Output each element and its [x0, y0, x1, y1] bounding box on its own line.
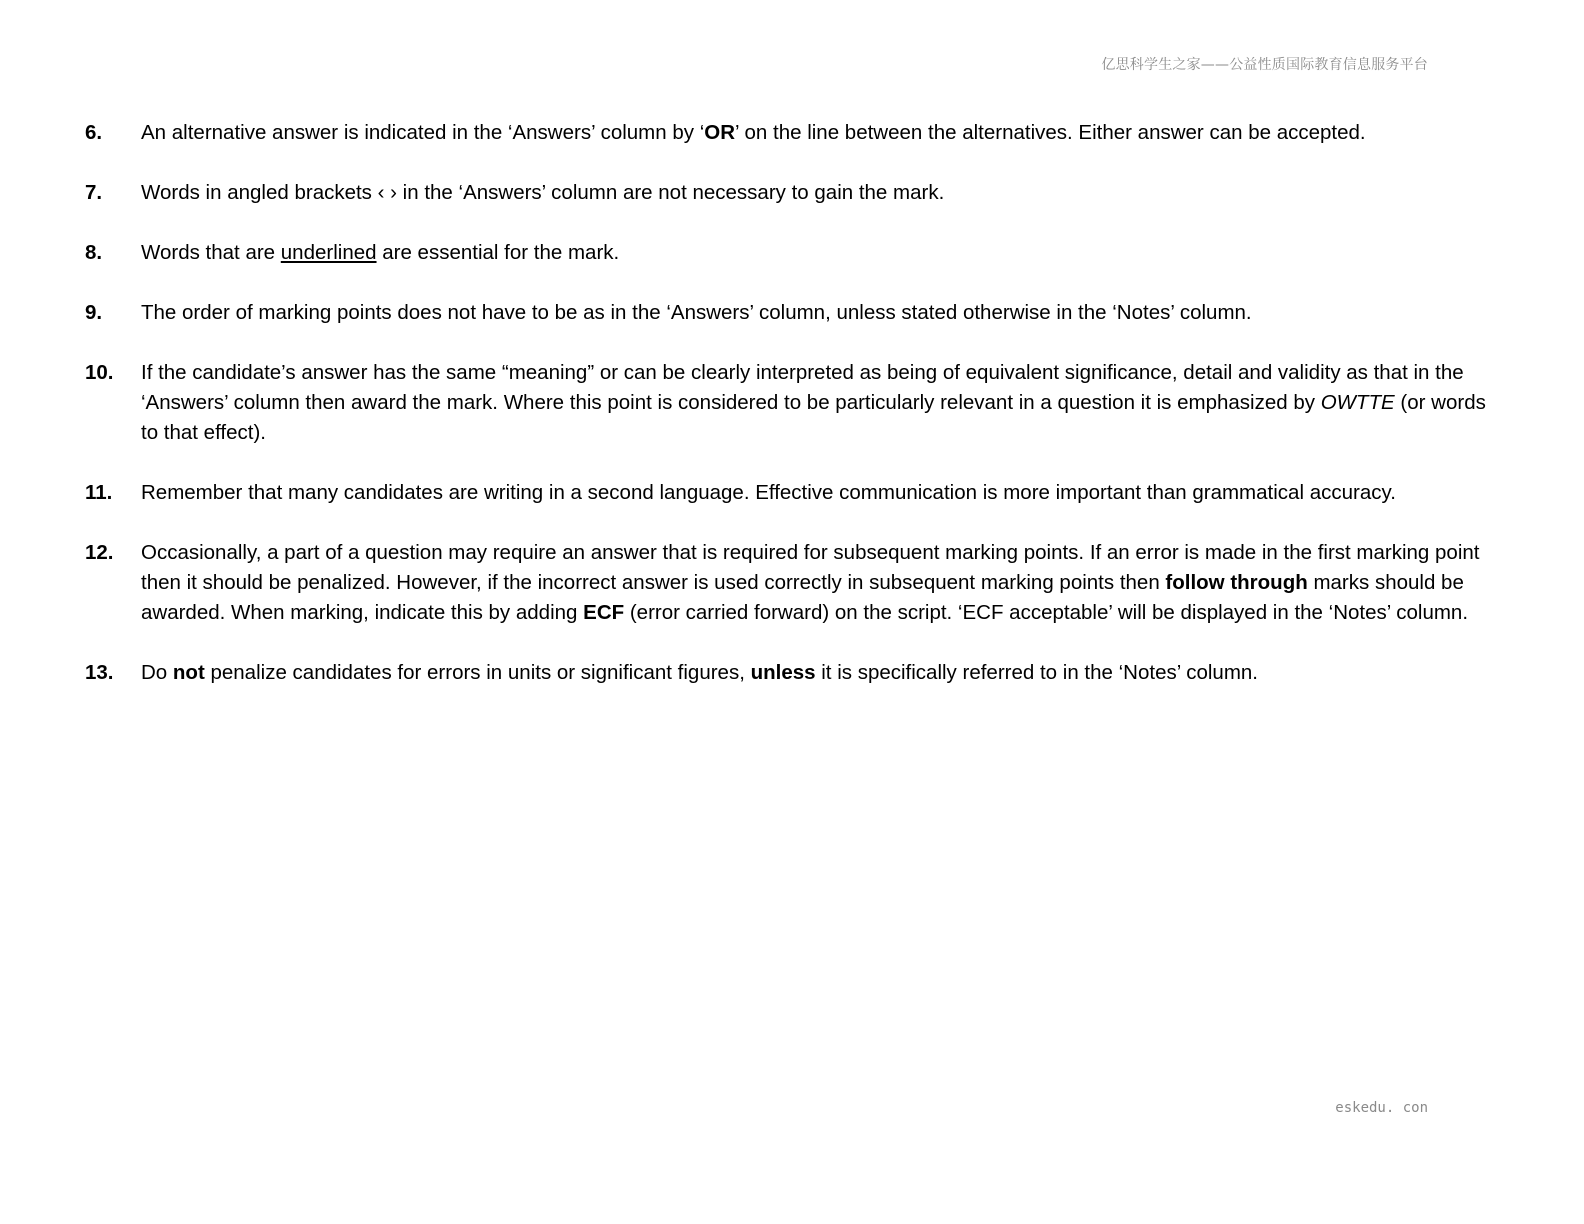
item-number: 13.	[85, 661, 114, 684]
text-run: Words that are	[141, 241, 281, 264]
text-run: are essential for the mark.	[376, 241, 620, 264]
text-run: Do	[141, 661, 173, 684]
item-text	[141, 298, 1505, 328]
item-number: 11.	[85, 481, 113, 504]
item-text	[141, 178, 1505, 208]
text-run: penalize candidates for errors in units or significant figures,	[204, 661, 751, 684]
item-text	[141, 658, 1505, 688]
text-run: (or words to that effect).	[141, 391, 1486, 444]
item-text	[141, 358, 1505, 448]
text-run: ’ on the line between the alternatives. Either answer can be accepted.	[735, 121, 1366, 144]
list-item	[85, 658, 1505, 688]
text-run: marks should be awarded. When marking, indicate this by adding	[141, 571, 1464, 624]
list-item	[85, 478, 1505, 508]
list-item	[85, 298, 1505, 328]
text-run: If the candidate’s answer has the same “meaning” or can be clearly interpreted as being of equivalent significance, detail and validity as that in the ‘Answers’ column then award the mark. Where this point is considered to be particularly relevant in a question it is emphasized by	[141, 361, 1464, 414]
list-item	[85, 358, 1505, 448]
list-item	[85, 118, 1505, 148]
item-text	[141, 538, 1505, 628]
item-text	[141, 478, 1505, 508]
footer-watermark: eskedu. con	[1335, 1100, 1428, 1116]
item-number: 7.	[85, 181, 103, 204]
item-number: 8.	[85, 241, 103, 264]
text-run: An alternative answer is indicated in the ‘Answers’ column by ‘	[141, 121, 705, 144]
item-number: 10.	[85, 361, 114, 384]
list-item	[85, 538, 1505, 628]
text-run: Words in angled brackets ‹ › in the ‘Answers’ column are not necessary to gain the mark.	[141, 181, 945, 204]
item-number: 12.	[85, 541, 114, 564]
text-run: (error carried forward) on the script. ‘ECF acceptable’ will be displayed in the ‘Notes’ column.	[624, 601, 1469, 624]
text-underline: underlined	[280, 241, 377, 264]
text-bold: not	[172, 661, 205, 684]
item-number: 6.	[85, 121, 103, 144]
item-text	[141, 238, 1505, 268]
text-bold: unless	[750, 661, 816, 684]
item-number: 9.	[85, 301, 103, 324]
text-italic: OWTTE	[1320, 391, 1395, 414]
text-bold: follow through	[1165, 571, 1308, 594]
text-bold: OR	[704, 121, 736, 144]
text-run: Occasionally, a part of a question may require an answer that is required for subsequent marking points. If an error is made in the first marking point then it should be penalized. However, if the incorrect answer is used correctly in subsequent marking points then	[141, 541, 1480, 594]
text-run: The order of marking points does not have to be as in the ‘Answers’ column, unless stated otherwise in the ‘Notes’ column.	[141, 301, 1252, 324]
marking-notes-list	[85, 118, 1505, 718]
text-bold: ECF	[583, 601, 625, 624]
list-item	[85, 178, 1505, 208]
item-text	[141, 118, 1505, 148]
text-run: Remember that many candidates are writing in a second language. Effective communication is more important than grammatical accuracy.	[141, 481, 1396, 504]
list-item	[85, 238, 1505, 268]
text-run: it is specifically referred to in the ‘Notes’ column.	[815, 661, 1258, 684]
header-watermark: 亿思科学生之家——公益性质国际教育信息服务平台	[1101, 57, 1428, 73]
